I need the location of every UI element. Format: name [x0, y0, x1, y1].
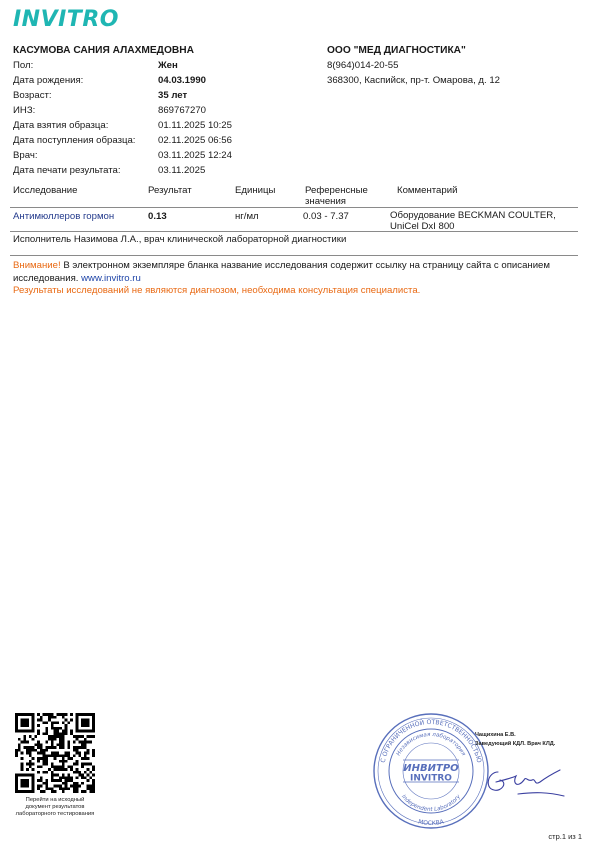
notice-attention: Внимание! — [13, 260, 61, 271]
test-name-link[interactable]: Антимюллеров гормон — [13, 211, 115, 222]
field-doctor — [13, 149, 333, 163]
handwritten-signature — [478, 752, 568, 800]
qr-caption-line: лабораторного тестирования — [15, 811, 95, 817]
stamp-top-text: С ОГРАНИЧЕННОЙ ОТВЕТСТВЕННОСТЬЮ — [379, 718, 483, 764]
field-value: 02.11.2025 06:56 — [158, 135, 232, 146]
notice-divider — [10, 255, 578, 256]
lab-address: 368300, Каспийск, пр-т. Омарова, д. 12 — [327, 75, 501, 86]
field-sample-received — [13, 134, 333, 148]
col-header-test: Исследование — [13, 185, 78, 196]
notice-text-2: исследования. — [13, 272, 82, 284]
signatory-block — [475, 731, 555, 749]
qr-caption-line: документ результатов — [25, 804, 85, 810]
field-birthdate — [13, 74, 333, 88]
field-sex — [13, 59, 333, 73]
units-value: нг/мл — [235, 211, 259, 222]
invitro-logo: INVITRO — [13, 7, 119, 32]
svg-text:МОСКВА — [417, 818, 445, 827]
result-value: 0.13 — [148, 211, 167, 222]
table-divider — [10, 207, 578, 208]
field-label: Дата печати результата: — [13, 165, 121, 176]
field-value: 869767270 — [158, 105, 207, 116]
field-label: Врач: — [13, 150, 38, 161]
qr-caption — [5, 797, 105, 818]
field-value: 01.11.2025 10:25 — [158, 120, 232, 131]
comment-line2: UniCel DxI 800 — [390, 220, 455, 232]
field-value: 04.03.1990 — [158, 75, 207, 86]
field-print-date — [13, 164, 333, 178]
field-label: Пол: — [13, 60, 34, 71]
stamp-city-text: МОСКВА — [417, 818, 445, 828]
field-value: 03.11.2025 12:24 — [158, 150, 232, 161]
patient-name: КАСУМОВА САНИЯ АЛАХМЕДОВНА — [13, 45, 194, 56]
comment-value — [390, 211, 556, 232]
svg-text:Независимая лаборатория — [396, 732, 467, 758]
stamp-mid-text: Независимая лаборатория — [395, 731, 467, 757]
lab-name: ООО "МЕД ДИАГНОСТИКА" — [327, 45, 466, 56]
col-header-result: Результат — [148, 185, 192, 196]
stamp-brand-ru: ИНВИТРО — [403, 763, 459, 774]
field-label: Дата рождения: — [13, 75, 84, 86]
performer-line: Исполнитель Назимова Л.А., врач клинической лабораторной диагностики — [13, 234, 347, 245]
table-bottom-divider — [10, 231, 578, 232]
field-label: Дата поступления образца: — [13, 135, 136, 146]
svg-text:С ОГРАНИЧЕННОЙ ОТВЕТСТВЕННОСТЬ — [380, 717, 483, 763]
invitro-site-link[interactable]: www.invitro.ru — [81, 272, 141, 284]
field-label: ИНЗ: — [13, 105, 36, 116]
disclaimer-text: Результаты исследований не являются диагнозом, необходима консультация специалиста. — [13, 285, 421, 296]
stamp-bottom-text: Independent Laboratory — [400, 793, 462, 814]
field-sample-taken — [13, 119, 333, 133]
field-value: 35 лет — [158, 90, 188, 101]
qr-code[interactable] — [15, 713, 95, 793]
field-age — [13, 89, 333, 103]
comment-line1: Оборудование BECKMAN COULTER, — [390, 210, 556, 221]
signatory-name: Чащихина Е.В. — [475, 732, 516, 738]
lab-stamp — [370, 710, 492, 832]
field-label: Дата взятия образца: — [13, 120, 109, 131]
qr-caption-line: Перейти на исходный — [25, 797, 85, 803]
col-header-comment: Комментарий — [397, 185, 458, 196]
col-header-units: Единицы — [235, 185, 276, 196]
field-value: 03.11.2025 — [158, 165, 206, 176]
field-label: Возраст: — [13, 90, 52, 101]
field-value: Жен — [158, 60, 178, 71]
col-header-reference — [305, 185, 368, 207]
col-header-reference-line1: Референсные — [305, 185, 368, 196]
notice-line1 — [13, 260, 588, 273]
stamp-brand-en: INVITRO — [410, 773, 452, 784]
page-number: стр.1 из 1 — [548, 832, 582, 841]
notice-line2 — [13, 273, 588, 286]
reference-value: 0.03 - 7.37 — [303, 211, 349, 222]
field-inz — [13, 104, 333, 118]
notice-text-1: В электронном экземпляре бланка название исследования содержит ссылку на страницу сайта с описанием — [60, 260, 550, 271]
lab-phone: 8(964)014-20-55 — [327, 60, 399, 71]
signatory-position: Заведующий КДЛ. Врач КЛД. — [475, 741, 556, 747]
col-header-reference-line2: значения — [305, 196, 347, 207]
svg-text:Independent Laboratory — [400, 793, 462, 813]
notice-block — [13, 260, 588, 298]
